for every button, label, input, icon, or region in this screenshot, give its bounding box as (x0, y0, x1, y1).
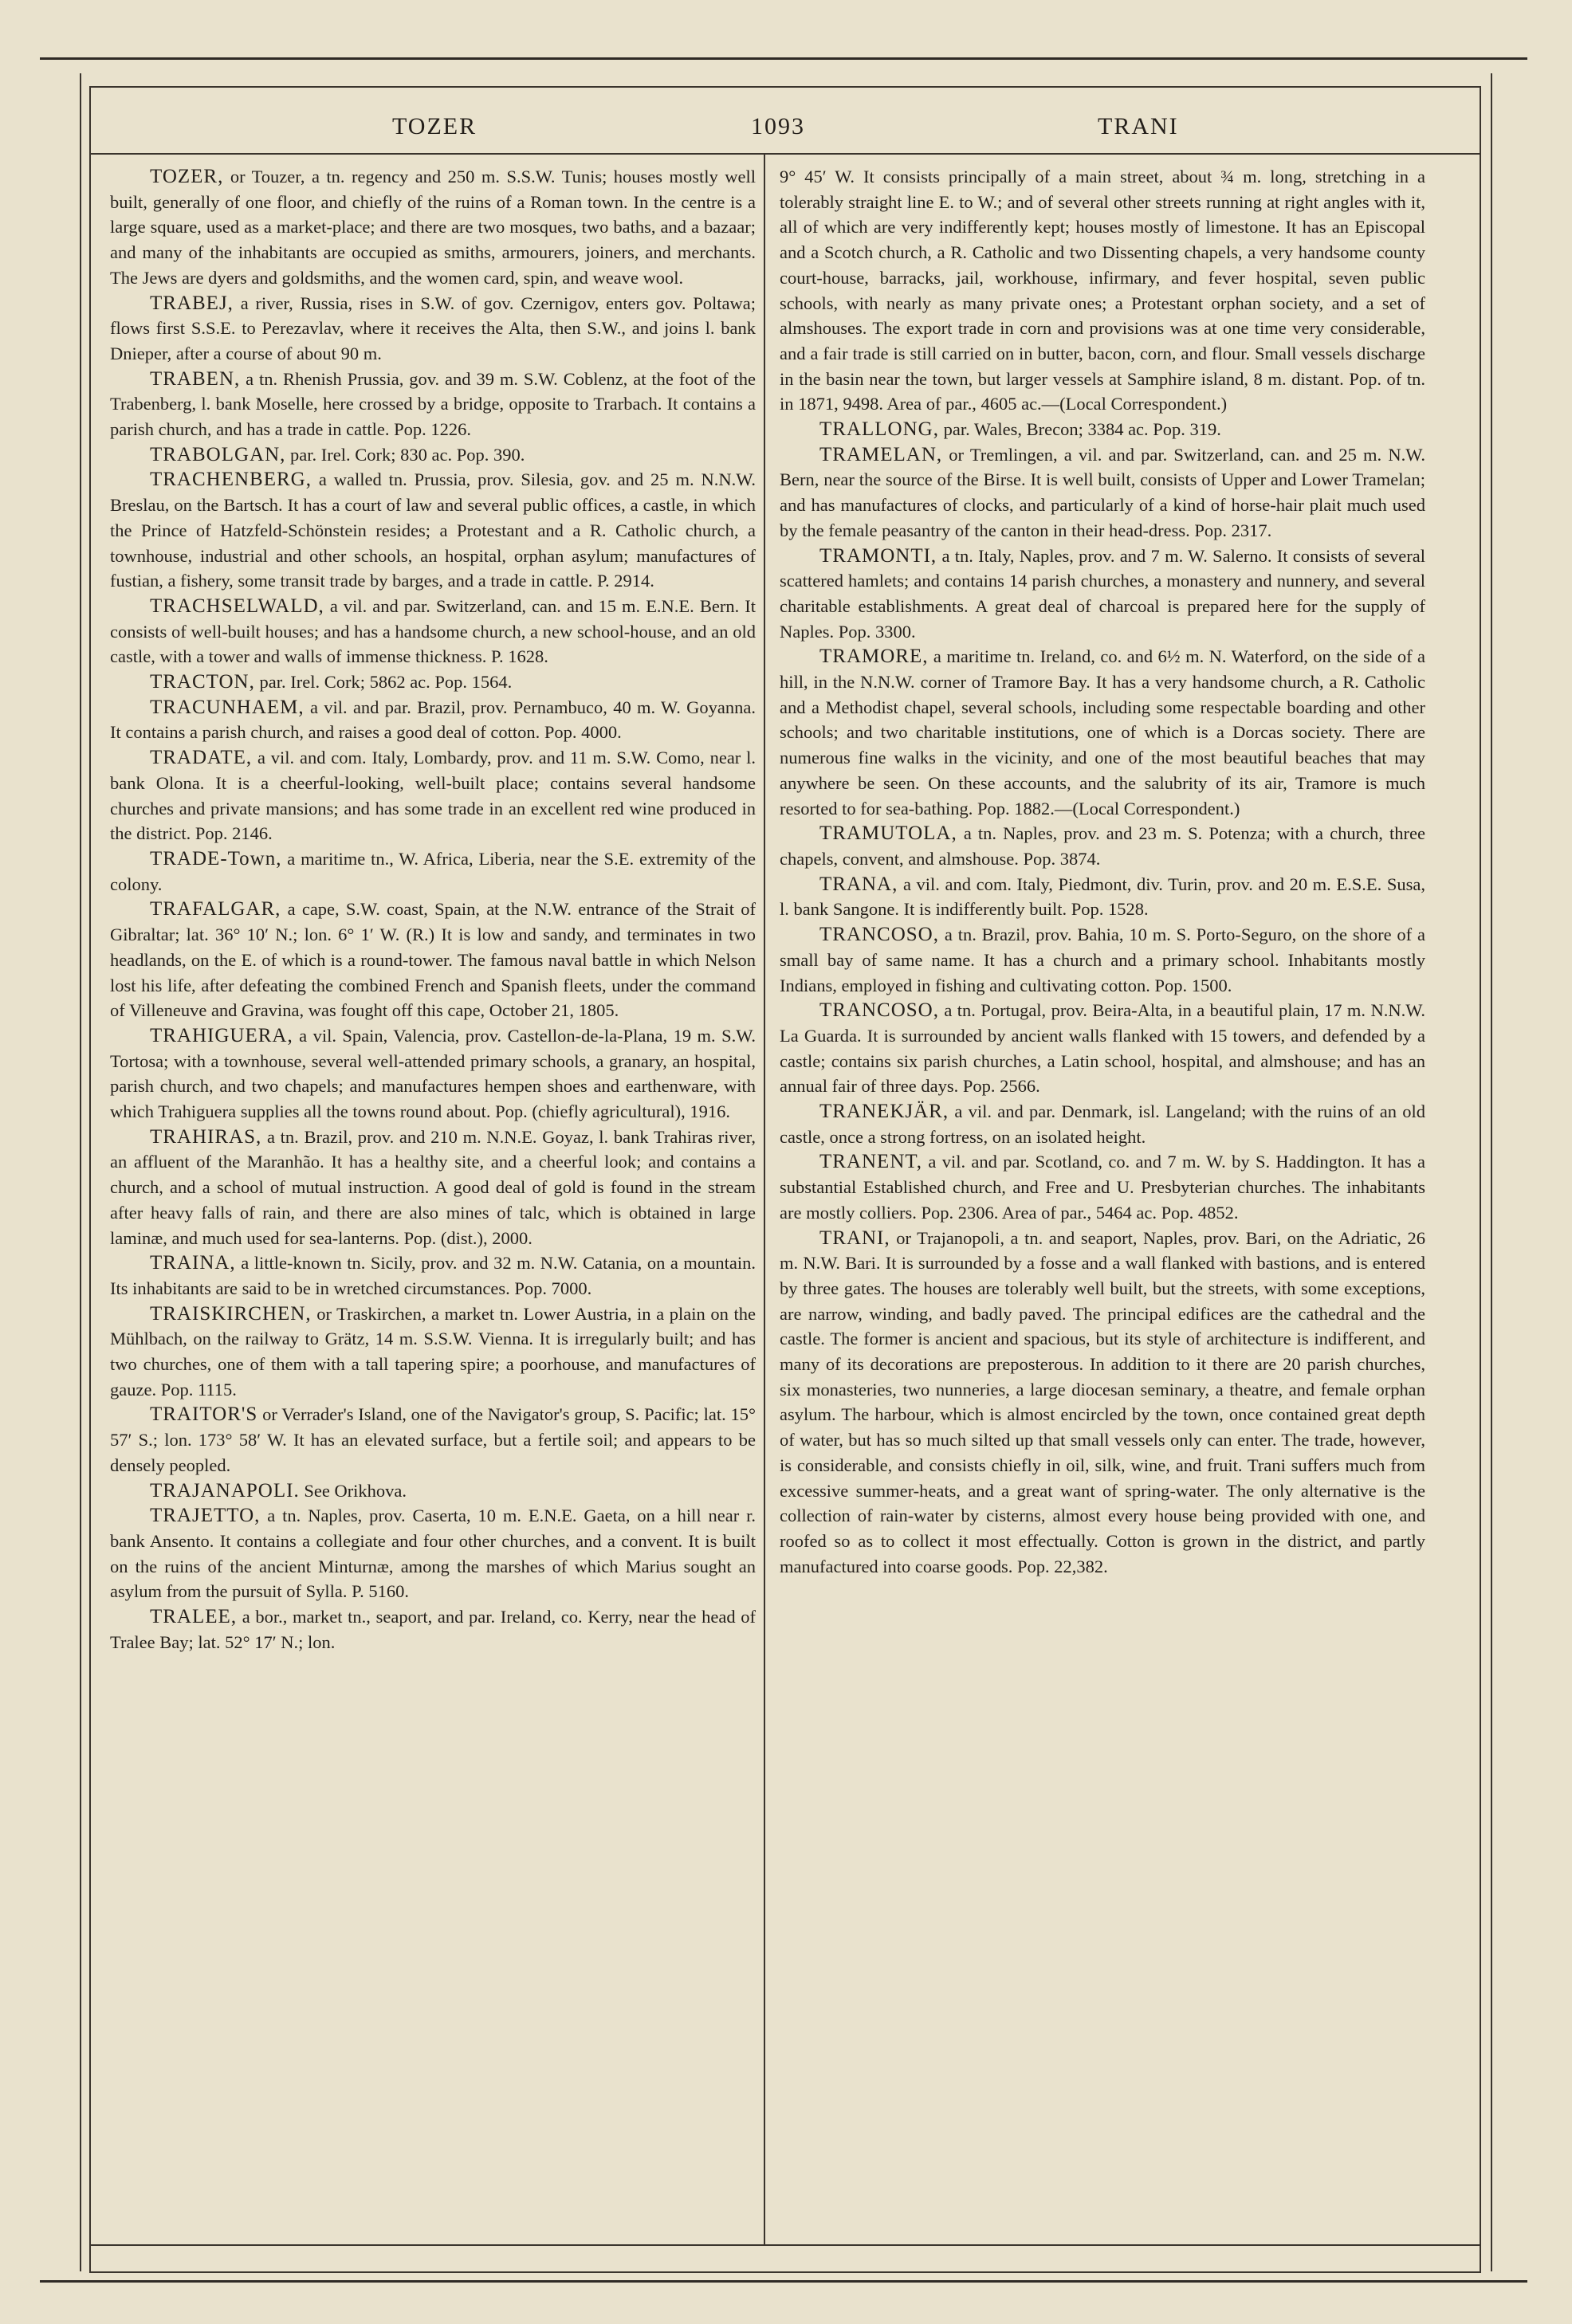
entry-text: a tn. Rhenish Prussia, gov. and 39 m. S.W. Coblenz, at the foot of the Trabenberg, l. bank Moselle, here crossed by a bridge, opposite to Trarbach. It contains a parish church, and has a trade in cattle. Pop. 1226. (110, 368, 756, 440)
headword: TRANCOSO, (819, 999, 939, 1022)
entry (780, 1099, 1425, 1149)
entry-text: par. Irel. Cork; 830 ac. Pop. 390. (285, 444, 525, 465)
entry (780, 1226, 1425, 1580)
headword: TRACUNHAEM, (150, 696, 305, 718)
headword: TRAITOR'S (150, 1403, 258, 1426)
headword: TRACHSELWALD, (150, 595, 324, 617)
header-rule (89, 153, 1481, 155)
page-number: 1093 (751, 113, 805, 139)
entry-text: a maritime tn. Ireland, co. and 6½ m. N. Waterford, on the side of a hill, in the N.N.W. corner of Tramore Bay. It has a very handsome church, a R. Catholic and a Methodist chapel, several schools, including some respectable boarding and other schools; and two charitable institutions, one of which is a Dorcas society. There are numerous fine walks in the vicinity, and one of the most beautiful beaches that may anywhere be seen. On these accounts, and the salubrity of its air, Tramore is much resorted to for sea-bathing. Pop. 1882.—(Local Correspondent.) (780, 646, 1425, 819)
headword: TRAMORE, (819, 646, 929, 668)
entry (110, 442, 756, 468)
entry (780, 821, 1425, 871)
entry (780, 644, 1425, 821)
entry-text: a river, Russia, rises in S.W. of gov. Czernigov, enters gov. Poltawa; flows first S.S.E. to Perezavlav, where it receives the Alta, then S.W., and joins l. bank Dnieper, after a course of about 90 m. (110, 292, 756, 363)
entry-text: a tn. Naples, prov. and 23 m. S. Potenza; with a church, three chapels, convent, and almshouse. Pop. 3874. (780, 823, 1425, 869)
entry (110, 1604, 756, 1655)
headword: TRABEJ, (150, 292, 234, 314)
headword: TRANCOSO, (819, 924, 939, 946)
headword: TRANA, (819, 873, 898, 895)
entry-text: or Traskirchen, a market tn. Lower Austria, in a plain on the Mühlbach, on the railway to Grätz, 14 m. S.S.W. Vienna. It is irregularly built; and has two churches, one of them with a tall tapering spire; a poorhouse, and manufactures of gauze. Pop. 1115. (110, 1303, 756, 1400)
entry (110, 1503, 756, 1604)
entry-text: a tn. Naples, prov. Caserta, 10 m. E.N.E. Gaeta, on a hill near r. bank Ansento. It contains a collegiate and four other churches, and a convent. It is built on the ruins of the ancient Minturnæ, among the marshes of which Marius sought an asylum from the pursuit of Sylla. P. 5160. (110, 1505, 756, 1602)
headword: TRAISKIRCHEN, (150, 1302, 312, 1325)
headword: TRANI, (819, 1227, 890, 1249)
entry (780, 417, 1425, 442)
headword: TRAINA, (150, 1252, 236, 1274)
entry (110, 291, 756, 367)
entry-text: a tn. Portugal, prov. Beira-Alta, in a beautiful plain, 17 m. N.N.W. La Guarda. It is surrounded by ancient walls flanked with 15 towers, and defended by a castle; contains six parish churches, a Latin school, hospital, and almshouse; and has an annual fair of three days. Pop. 2566. (780, 1000, 1425, 1097)
entry-text: a vil. and par. Denmark, isl. Langeland; with the ruins of an old castle, once a strong fortress, on an isolated height. (780, 1101, 1425, 1147)
entry-continuation (780, 164, 1425, 417)
entry-text: a little-known tn. Sicily, prov. and 32 m. N.W. Catania, on a mountain. Its inhabitants are said to be in wretched circumstances. Pop. 7000. (110, 1253, 756, 1298)
entry-text: See Orikhova. (299, 1480, 407, 1501)
entry-text: a walled tn. Prussia, prov. Silesia, gov. and 25 m. N.N.W. Breslau, on the Bartsch. It has a court of law and several public offices, a castle, in which the Prince of Hatzfeld-Schönstein resides; a Protestant and a R. Catholic church, a townhouse, industrial and other schools, an hospital, orphan asylum; manufactures of fustian, a fishery, some transit trade by barges, and a trade in cattle. P. 2914. (110, 469, 756, 591)
entry-text: or Touzer, a tn. regency and 250 m. S.S.W. Tunis; houses mostly well built, generally of one floor, and chiefly of the ruins of a Roman town. In the centre is a large square, used as a market-place; and there are two mosques, two baths, and a bazaar; and many of the inhabitants are occupied as smiths, armourers, joiners, and merchants. The Jews are dyers and goldsmiths, and the women card, spin, and weave wool. (110, 167, 756, 288)
right-column (780, 164, 1425, 2157)
entry (110, 1402, 756, 1478)
entry (110, 1301, 756, 1403)
entry-text: or Tremlingen, a vil. and par. Switzerland, can. and 25 m. N.W. Bern, near the source of the Birse. It is well built, consists of Upper and Lower Tramelan; and has manufactures of clocks, and particularly of a kind of horse-hair plait much used by the female peasantry of the canton in their head-dress. Pop. 2317. (780, 444, 1425, 540)
headword: TRABOLGAN, (150, 443, 286, 465)
headword: TRADE-Town, (150, 847, 282, 870)
headword: TOZER, (150, 166, 224, 187)
column-divider (764, 155, 765, 2244)
entry-text: a vil. and com. Italy, Lombardy, prov. and 11 m. S.W. Como, near l. bank Olona. It is a cheerful-looking, well-built place; contains several handsome churches and private mansions; and has some trade in an excellent red wine produced in the district. Pop. 2146. (110, 748, 756, 844)
header-right-word: TRANI (1098, 113, 1179, 139)
headword: TRAFALGAR, (150, 898, 281, 921)
entry-text: a cape, S.W. coast, Spain, at the N.W. entrance of the Strait of Gibraltar; lat. 36° 10′ N.; lon. 6° 1′ W. (R.) It is low and sandy, and terminates in two headlands, on the E. of which is a round-tower. The famous naval battle in which Nelson lost his life, after defeating the combined French and Spanish fleets, under the command of Villeneuve and Gravina, was fought off this cape, October 21, 1805. (110, 899, 756, 1021)
entry (110, 745, 756, 846)
headword: TRAMUTOLA, (819, 822, 957, 845)
entry-text: a tn. Brazil, prov. and 210 m. N.N.E. Goyaz, l. bank Trahiras river, an affluent of the Maranhão. It has a healthy site, and a cheerful look; and contains a church, and a school of mutual instruction. A good deal of gold is found in the stream after heavy falls of rain, and there are also mines of talc, which is obtained in large laminæ, and much used for sea-lanterns. Pop. (dist.), 2000. (110, 1126, 756, 1248)
entry (780, 998, 1425, 1099)
headword: TRABEN, (150, 367, 241, 390)
header-left-word: TOZER (392, 113, 477, 139)
headword: TRAHIGUERA, (150, 1024, 293, 1046)
headword: TRAMELAN, (819, 443, 943, 465)
entry (780, 922, 1425, 998)
entry (110, 1023, 756, 1125)
entry (780, 872, 1425, 922)
entry (110, 1250, 756, 1301)
entry-text: a vil. and par. Switzerland, can. and 15 m. E.N.E. Bern. It consists of well-built houses; and has a handsome church, a new school-house, and an old castle, with a tower and walls of immense thickness. P. 1628. (110, 595, 756, 667)
headword: TRALEE, (150, 1606, 238, 1628)
entry (110, 897, 756, 1023)
entry-text: or Verrader's Island, one of the Navigator's group, S. Pacific; lat. 15° 57′ S.; lon. 173° 58′ W. It has an elevated surface, but a fertile soil; and appears to be densely peopled. (110, 1404, 756, 1475)
headword: TRAJANAPOLI. (150, 1479, 300, 1502)
entry-text: a vil. and par. Brazil, prov. Pernambuco, 40 m. W. Goyanna. It contains a parish church, and raises a good deal of cotton. Pop. 4000. (110, 697, 756, 743)
headword: TRALLONG, (819, 418, 939, 441)
running-header (89, 107, 1478, 147)
entry-text: a maritime tn., W. Africa, Liberia, near the S.E. extremity of the colony. (110, 848, 756, 894)
entry-text: a tn. Italy, Naples, prov. and 7 m. W. Salerno. It consists of several scattered hamlets; and contains 14 parish churches, a monastery and nunnery, and several charitable establishments. A great deal of charcoal is prepared here for the supply of Naples. Pop. 3300. (780, 545, 1425, 642)
entry-text: a tn. Brazil, prov. Bahia, 10 m. S. Porto-Seguro, on the shore of a small bay of same name. It has a church and a primary school. Inhabitants mostly Indians, employed in fishing and cultivating cotton. Pop. 1500. (780, 924, 1425, 995)
headword: TRADATE, (150, 747, 253, 769)
bottom-rule (89, 2244, 1481, 2246)
entry-text: or Trajanopoli, a tn. and seaport, Naples, prov. Bari, on the Adriatic, 26 m. N.W. Bari. It is surrounded by a fosse and a wall flanked with bastions, and is entered by three gates. The houses are tolerably well built, but the streets, with some exceptions, are narrow, winding, and badly paved. The principal edifices are the cathedral and the castle. The former is ancient and spacious, but its style of architecture is indifferent, and many of its decorations are preposterous. In addition to it there are 20 parish churches, six monasteries, two nunneries, a large diocesan seminary, a theatre, and female orphan asylum. The harbour, which is almost encircled by the town, once contained great depth of water, but has so much silted up that small vessels only can enter. The trade, however, is considerable, and consists chiefly in oil, silk, wine, and fruit. Trani suffers much from excessive summer-heats, and a great want of spring-water. The only alternative is the collection of rain-water by cisterns, almost every house being provided with one, and roofed so as to collect it most effectually. Cotton is grown in the district, and partly manufactured into coarse goods. Pop. 22,382. (780, 1227, 1425, 1576)
headword: TRACHENBERG, (150, 469, 312, 491)
headword: TRANENT, (819, 1151, 923, 1173)
entry (780, 544, 1425, 645)
entry-text: 9° 45′ W. It consists principally of a main street, about ¾ m. long, stretching in a tolerably straight line E. to W.; and of several other streets running at right angles with it, all of which are very indifferently kept; houses mostly of limestone. It has an Episcopal and a Scotch church, a R. Catholic and two Dissenting chapels, a very handsome county court-house, barracks, jail, workhouse, infirmary, and fever hospital, seven public schools, with nearly as many private ones; a Protestant orphan society, and a set of almshouses. The export trade in corn and provisions was at one time very considerable, and a fair trade is still carried on in butter, bacon, corn, and flour. Small vessels discharge in the basin near the town, but larger vessels at Samphire island, 8 m. distant. Pop. of tn. in 1871, 9498. Area of par., 4605 ac.—(Local Correspondent.) (780, 167, 1425, 414)
entry (110, 669, 756, 695)
entry (110, 695, 756, 745)
headword: TRAHIRAS, (150, 1125, 262, 1148)
entry-text: a vil. Spain, Valencia, prov. Castellon-de-la-Plana, 19 m. S.W. Tortosa; with a townhouse, several well-attended primary schools, a granary, an hospital, parish church, and two chapels; and manufactures hempen shoes and earthenware, with which Trahiguera supplies all the towns round about. Pop. (chiefly agricultural), 1916. (110, 1025, 756, 1122)
entry-text: a vil. and par. Scotland, co. and 7 m. W. by S. Haddington. It has a substantial Established church, and Free and U. Presbyterian churches. The inhabitants are mostly colliers. Pop. 2306. Area of par., 5464 ac. Pop. 4852. (780, 1152, 1425, 1223)
entry-text: par. Irel. Cork; 5862 ac. Pop. 1564. (254, 672, 513, 693)
entry (110, 367, 756, 442)
headword: TRAMONTI, (819, 544, 937, 567)
entry (110, 164, 756, 291)
entry (780, 442, 1425, 544)
entry-text: a vil. and com. Italy, Piedmont, div. Turin, prov. and 20 m. E.S.E. Susa, l. bank Sangone. It is indifferently built. Pop. 1528. (780, 873, 1425, 920)
entry (110, 1125, 756, 1251)
entry (110, 594, 756, 669)
entry-text: par. Wales, Brecon; 3384 ac. Pop. 319. (938, 419, 1221, 440)
headword: TRACTON, (150, 671, 255, 693)
entry (110, 846, 756, 897)
headword: TRAJETTO, (150, 1505, 261, 1527)
entry (110, 467, 756, 594)
entry (780, 1149, 1425, 1225)
headword: TRANEKJÄR, (819, 1101, 949, 1123)
left-column (110, 164, 756, 2157)
entry-text: a bor., market tn., seaport, and par. Ireland, co. Kerry, near the head of Tralee Bay; lat. 52° 17′ N.; lon. (110, 1607, 756, 1652)
entry (110, 1478, 756, 1504)
